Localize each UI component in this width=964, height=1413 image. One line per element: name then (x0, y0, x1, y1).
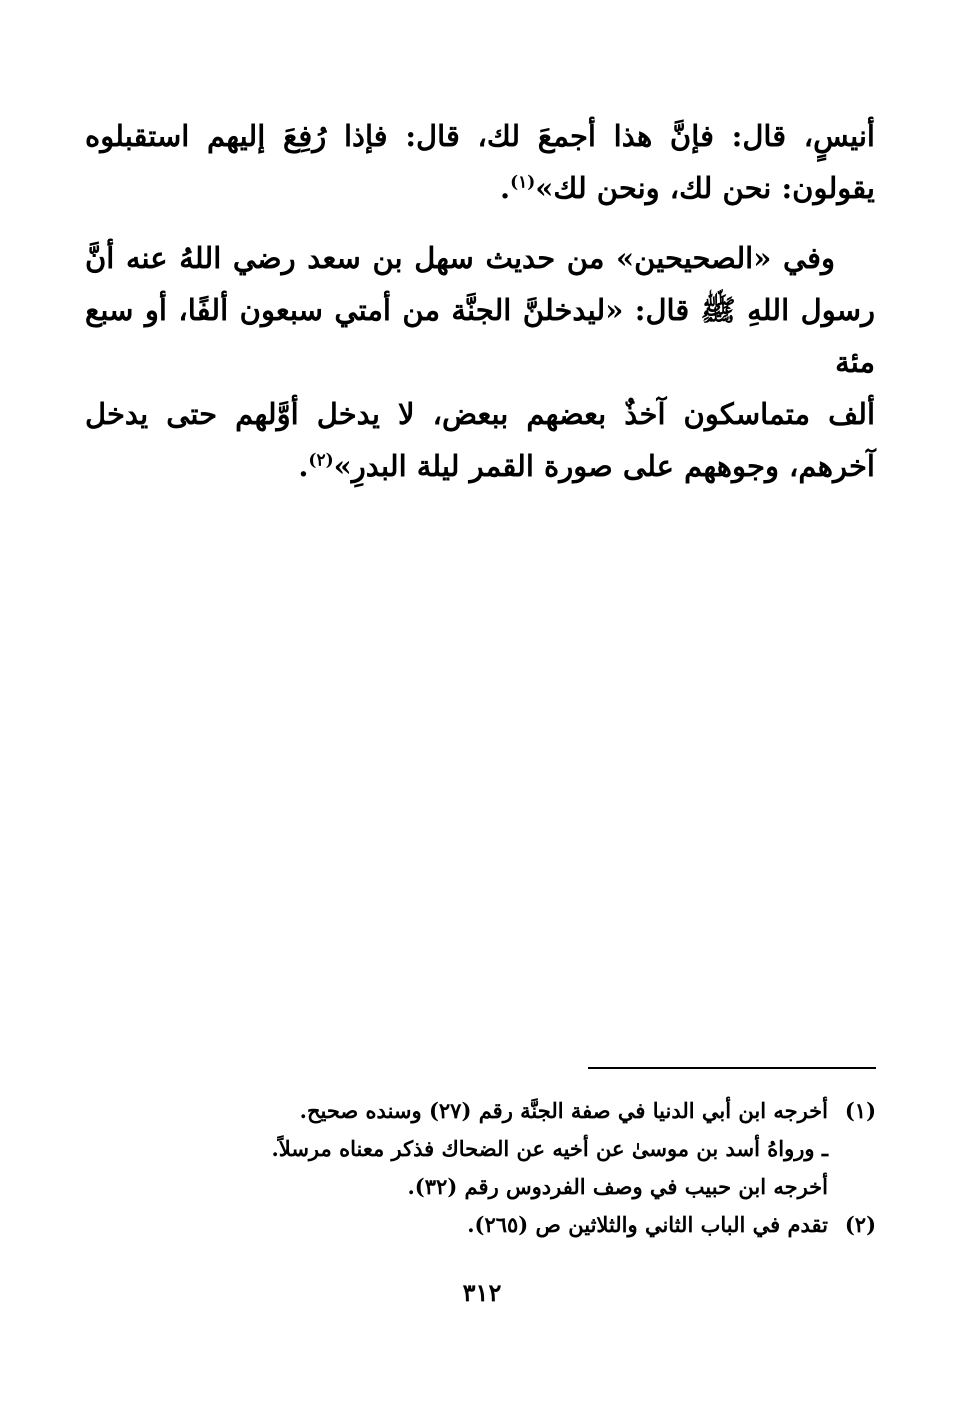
paragraph-1-line-1: أنيسٍ، قال: فإنَّ هذا أجمعَ لك، قال: فإذا رُفِعَ إليهم استقبلوه (85, 119, 875, 153)
footnote-2-number: (٢) (844, 1212, 876, 1237)
footnote-1-line-1 (140, 1092, 876, 1130)
paragraph-2-end-mark: . (298, 449, 309, 483)
footnotes (140, 1092, 876, 1244)
footnote-1-number: (١) (844, 1098, 876, 1123)
paragraph-1-end-mark: . (499, 171, 511, 205)
footnote-2-line-1 (140, 1206, 876, 1244)
paragraph-2 (85, 232, 875, 492)
paragraph-2-line-4-text: آخرهم، وجوههم على صورة القمر ليلة البدرِ» (333, 449, 875, 483)
paragraph-1 (85, 110, 875, 214)
footnote-2-text-1: تقدم في الباب الثاني والثلاثين ص (٢٦٥). (467, 1212, 828, 1237)
footnote-ref-1: (١) (510, 172, 536, 193)
footnote-1-line-3: أخرجه ابن حبيب في وصف الفردوس رقم (٣٢). (407, 1174, 828, 1199)
paragraph-2-line-2: رسول اللهِ ﷺ قال: «ليدخلنَّ الجنَّة من أمتي سبعون ألفًا، أو سبع مئة (85, 293, 875, 379)
footnote-1-text-1: أخرجه ابن أبي الدنيا في صفة الجنَّة رقم (٢٧) وسنده صحيح. (299, 1098, 828, 1123)
paragraph-2-line-1: وفي «الصحيحين» من حديث سهل بن سعد رضي اللهُ عنه أنَّ (85, 241, 835, 275)
paragraph-1-line-2 (85, 162, 875, 214)
paragraph-1-line-2-text: يقولون: نحن لك، ونحن لك» (535, 171, 875, 205)
paragraph-2-line-4 (85, 440, 875, 492)
footnote-ref-2: (٢) (308, 450, 334, 471)
page-number: ٣١٢ (462, 1278, 502, 1307)
footnote-1-line-2: ـ ورواهُ أسد بن موسىٰ عن أخيه عن الضحاك فذكر معناه مرسلاً. (271, 1136, 828, 1161)
footnote-divider (588, 1067, 876, 1069)
paragraph-2-line-3: ألف متماسكون آخذٌ بعضهم ببعض، لا يدخل أوَّلهم حتى يدخل (85, 397, 875, 431)
